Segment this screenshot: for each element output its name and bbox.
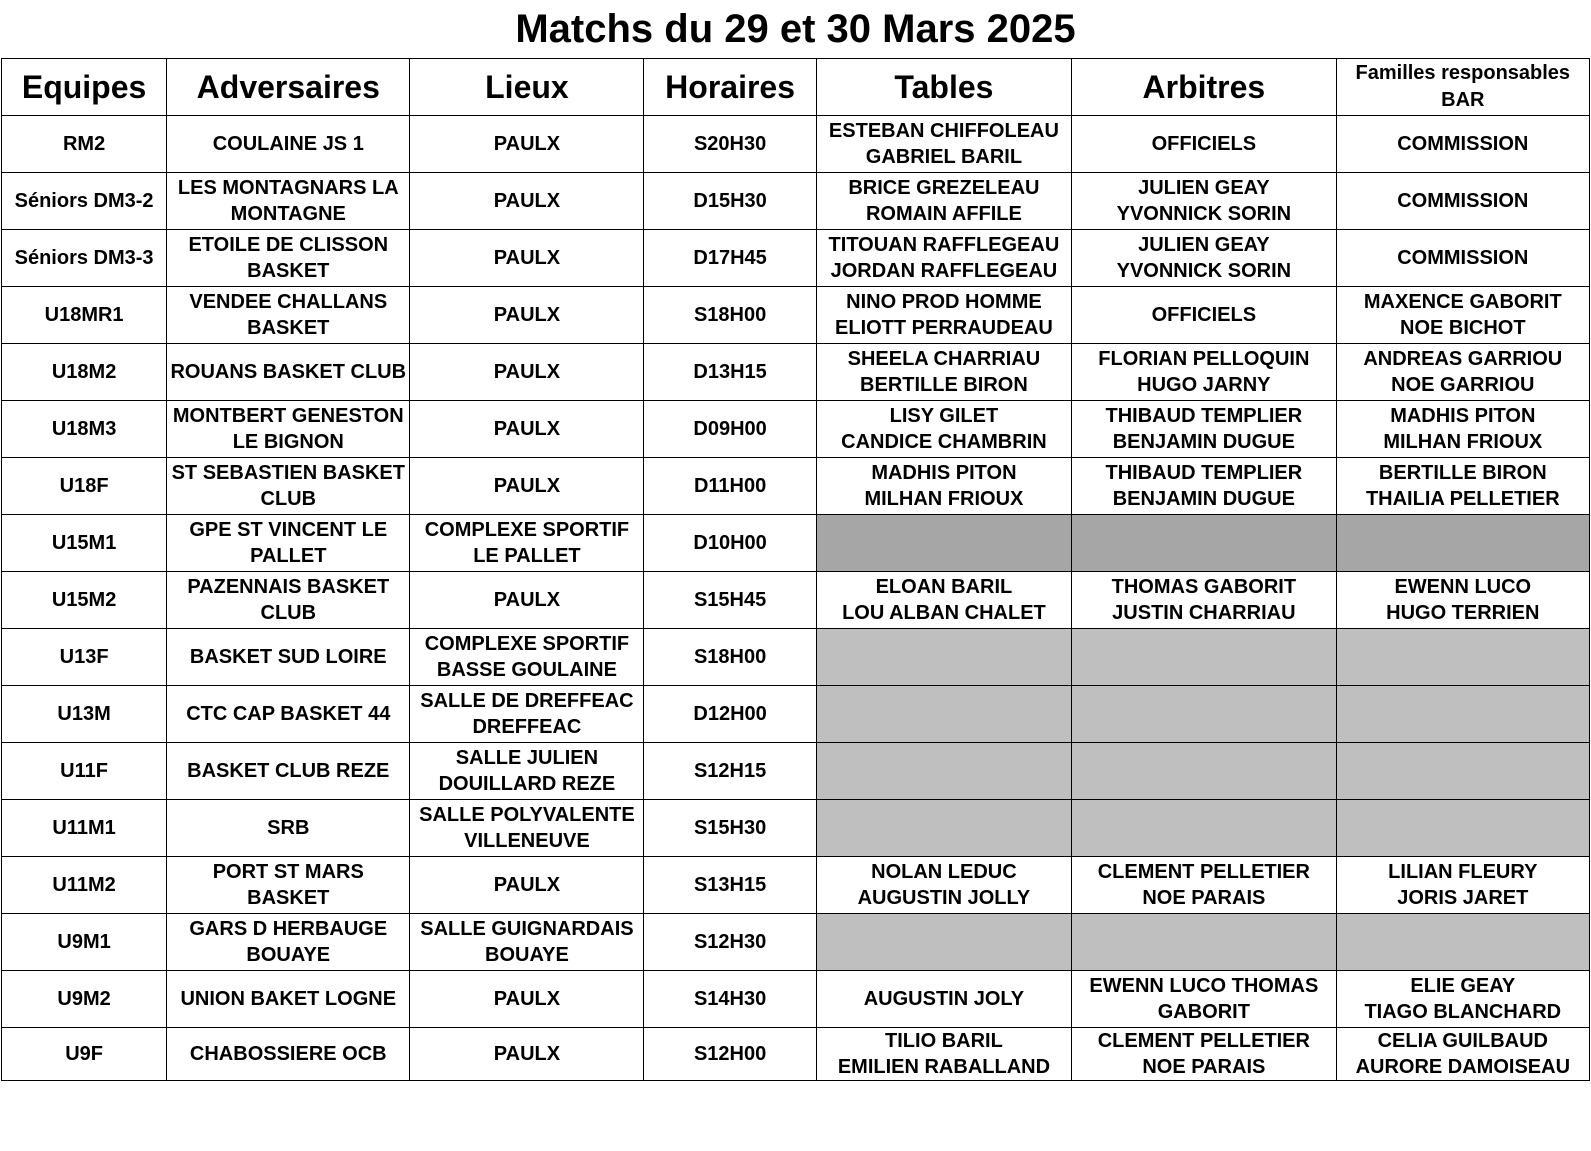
cell-bar: [1336, 629, 1589, 686]
cell-tables-line: LOU ALBAN CHALET: [842, 602, 1046, 624]
cell-adversaire: [167, 287, 410, 344]
cell-arbitres-line: HUGO JARNY: [1137, 374, 1271, 396]
cell-bar: [1336, 515, 1589, 572]
cell-equipe: U9M1: [2, 914, 167, 971]
cell-horaire: D10H00: [644, 515, 816, 572]
cell-arbitres: [1072, 572, 1336, 629]
table-row: [2, 515, 1590, 572]
cell-lieu: [410, 572, 644, 629]
cell-tables: [816, 401, 1071, 458]
cell-tables: [816, 287, 1071, 344]
cell-arbitres-line: NOE PARAIS: [1142, 1056, 1266, 1078]
cell-arbitres-line: JULIEN GEAY: [1138, 234, 1270, 256]
header-horaires: Horaires: [644, 59, 816, 116]
cell-arbitres: [1072, 857, 1336, 914]
cell-adversaire-line: CLUB: [260, 602, 317, 624]
cell-equipe: U13F: [2, 629, 167, 686]
cell-equipe: U11M1: [2, 800, 167, 857]
cell-arbitres: [1072, 629, 1336, 686]
cell-adversaire: [167, 116, 410, 173]
cell-arbitres-line: EWENN LUCO THOMAS: [1089, 975, 1319, 997]
cell-arbitres-line: FLORIAN PELLOQUIN: [1098, 348, 1310, 370]
cell-adversaire-line: GARS D HERBAUGE: [189, 918, 388, 940]
cell-tables-line: NINO PROD HOMME: [846, 291, 1042, 313]
cell-arbitres-line: THIBAUD TEMPLIER: [1105, 405, 1303, 427]
table-row: [2, 572, 1590, 629]
header-arbitres: Arbitres: [1072, 59, 1336, 116]
cell-lieu-line: PAULX: [493, 247, 561, 269]
cell-lieu-line: PAULX: [493, 988, 561, 1010]
cell-tables: [816, 230, 1071, 287]
cell-horaire: S20H30: [644, 116, 816, 173]
cell-adversaire-line: PAZENNAIS BASKET: [187, 576, 390, 598]
cell-bar-line: BERTILLE BIRON: [1378, 462, 1547, 484]
cell-lieu-line: PAULX: [493, 133, 561, 155]
cell-equipe: U18F: [2, 458, 167, 515]
cell-lieu-line: PAULX: [493, 418, 561, 440]
table-row: [2, 743, 1590, 800]
cell-bar: [1336, 287, 1589, 344]
cell-arbitres: [1072, 515, 1336, 572]
header-equipes: Equipes: [2, 59, 167, 116]
header-bar-line2: BAR: [1441, 89, 1485, 111]
cell-bar-line: EWENN LUCO: [1394, 576, 1532, 598]
cell-tables: [816, 686, 1071, 743]
cell-adversaire: [167, 800, 410, 857]
table-row: [2, 914, 1590, 971]
cell-adversaire-line: LES MONTAGNARS LA: [177, 177, 399, 199]
cell-bar-line: COMMISSION: [1397, 247, 1529, 269]
cell-tables: [816, 572, 1071, 629]
cell-horaire: S12H00: [644, 1028, 816, 1081]
cell-adversaire: [167, 686, 410, 743]
cell-adversaire-line: PALLET: [250, 545, 327, 567]
cell-tables: [816, 515, 1071, 572]
cell-arbitres-line: CLEMENT PELLETIER: [1097, 861, 1310, 883]
cell-bar-line: NOE BICHOT: [1400, 317, 1526, 339]
cell-bar: [1336, 173, 1589, 230]
header-bar: [1336, 59, 1589, 116]
cell-adversaire: [167, 1028, 410, 1081]
cell-tables-line: ELOAN BARIL: [875, 576, 1013, 598]
cell-equipe: U18M2: [2, 344, 167, 401]
cell-tables-line: CANDICE CHAMBRIN: [841, 431, 1047, 453]
cell-arbitres: [1072, 971, 1336, 1028]
cell-lieu: [410, 971, 644, 1028]
cell-adversaire: [167, 572, 410, 629]
cell-tables-line: LISY GILET: [889, 405, 999, 427]
cell-arbitres-line: YVONNICK SORIN: [1116, 203, 1292, 225]
cell-adversaire: [167, 743, 410, 800]
cell-adversaire-line: ST SEBASTIEN BASKET: [171, 462, 405, 484]
cell-adversaire-line: ETOILE DE CLISSON: [188, 234, 389, 256]
cell-tables: [816, 914, 1071, 971]
cell-horaire: S13H15: [644, 857, 816, 914]
cell-lieu: [410, 914, 644, 971]
cell-arbitres-line: OFFICIELS: [1151, 304, 1257, 326]
cell-arbitres: [1072, 743, 1336, 800]
cell-adversaire: [167, 629, 410, 686]
cell-adversaire-line: BASKET CLUB REZE: [187, 760, 390, 782]
cell-bar-line: COMMISSION: [1397, 133, 1529, 155]
cell-adversaire-line: MONTAGNE: [230, 203, 346, 225]
cell-adversaire-line: CHABOSSIERE OCB: [189, 1043, 387, 1065]
cell-lieu-line: COMPLEXE SPORTIF: [424, 633, 630, 655]
cell-horaire: S15H45: [644, 572, 816, 629]
table-row: [2, 686, 1590, 743]
table-row: [2, 857, 1590, 914]
cell-bar: [1336, 686, 1589, 743]
cell-tables-line: BRICE GREZELEAU: [848, 177, 1040, 199]
cell-adversaire-line: PORT ST MARS BASKET: [212, 861, 364, 909]
cell-equipe: U9F: [2, 1028, 167, 1081]
cell-adversaire-line: ROUANS BASKET CLUB: [170, 361, 407, 383]
cell-arbitres-line: THIBAUD TEMPLIER: [1105, 462, 1303, 484]
cell-arbitres-line: GABORIT: [1157, 1001, 1250, 1023]
cell-lieu-line: LE PALLET: [473, 545, 581, 567]
cell-bar-line: MAXENCE GABORIT: [1363, 291, 1562, 313]
cell-arbitres-line: OFFICIELS: [1151, 133, 1257, 155]
table-row: [2, 971, 1590, 1028]
cell-horaire: D09H00: [644, 401, 816, 458]
cell-horaire: D12H00: [644, 686, 816, 743]
cell-bar: [1336, 116, 1589, 173]
cell-lieu: [410, 401, 644, 458]
cell-arbitres-line: JUSTIN CHARRIAU: [1112, 602, 1296, 624]
table-row: [2, 458, 1590, 515]
cell-bar-line: NOE GARRIOU: [1391, 374, 1535, 396]
cell-horaire: S18H00: [644, 629, 816, 686]
cell-adversaire-line: UNION BAKET LOGNE: [180, 988, 397, 1010]
cell-equipe: Séniors DM3-2: [2, 173, 167, 230]
cell-equipe: U9M2: [2, 971, 167, 1028]
cell-bar-line: COMMISSION: [1397, 190, 1529, 212]
cell-equipe: U11F: [2, 743, 167, 800]
table-row: [2, 629, 1590, 686]
cell-lieu: [410, 1028, 644, 1081]
cell-lieu-line: SALLE GUIGNARDAIS: [420, 918, 634, 940]
cell-adversaire-line: BASKET: [247, 260, 330, 282]
table-row: [2, 173, 1590, 230]
cell-lieu-line: BASSE GOULAINE: [436, 659, 617, 681]
cell-adversaire: [167, 914, 410, 971]
cell-arbitres-line: THOMAS GABORIT: [1111, 576, 1297, 598]
cell-lieu: [410, 116, 644, 173]
cell-tables: [816, 173, 1071, 230]
cell-tables: [816, 344, 1071, 401]
cell-lieu: [410, 230, 644, 287]
cell-adversaire: [167, 230, 410, 287]
cell-adversaire: [167, 857, 410, 914]
cell-lieu-line: PAULX: [493, 361, 561, 383]
cell-tables-line: ROMAIN AFFILE: [865, 203, 1022, 225]
table-row: [2, 344, 1590, 401]
cell-tables-line: AUGUSTIN JOLLY: [857, 887, 1031, 909]
cell-lieu: [410, 743, 644, 800]
cell-bar-line: THAILIA PELLETIER: [1365, 488, 1560, 510]
header-adversaires: Adversaires: [167, 59, 410, 116]
cell-bar: [1336, 971, 1589, 1028]
cell-tables: [816, 1028, 1071, 1081]
cell-adversaire-line: LE BIGNON: [232, 431, 344, 453]
cell-horaire: S15H30: [644, 800, 816, 857]
cell-lieu-line: PAULX: [493, 874, 561, 896]
cell-horaire: D13H15: [644, 344, 816, 401]
cell-lieu-line: DOUILLARD REZE: [438, 773, 616, 795]
cell-adversaire-line: CTC CAP BASKET 44: [186, 703, 391, 725]
cell-arbitres: [1072, 686, 1336, 743]
cell-tables: [816, 800, 1071, 857]
cell-equipe: U15M2: [2, 572, 167, 629]
cell-bar-line: LILIAN FLEURY: [1388, 861, 1538, 883]
cell-tables-line: GABRIEL BARIL: [865, 146, 1023, 168]
cell-horaire: S12H30: [644, 914, 816, 971]
cell-tables-line: ESTEBAN CHIFFOLEAU: [828, 120, 1059, 142]
cell-adversaire: [167, 515, 410, 572]
cell-adversaire: [167, 344, 410, 401]
cell-arbitres-line: NOE PARAIS: [1142, 887, 1266, 909]
cell-arbitres: [1072, 344, 1336, 401]
cell-adversaire-line: BASKET SUD LOIRE: [189, 646, 387, 668]
cell-adversaire-line: CLUB: [260, 488, 317, 510]
table-row: [2, 230, 1590, 287]
cell-arbitres-line: YVONNICK SORIN: [1116, 260, 1292, 282]
header-bar-line1: Familles responsables: [1355, 62, 1571, 84]
cell-bar: [1336, 1028, 1589, 1081]
cell-lieu-line: PAULX: [493, 304, 561, 326]
cell-lieu-line: DREFFEAC: [472, 716, 582, 738]
cell-tables-line: JORDAN RAFFLEGEAU: [830, 260, 1058, 282]
cell-tables: [816, 743, 1071, 800]
cell-equipe: U13M: [2, 686, 167, 743]
cell-adversaire: [167, 173, 410, 230]
cell-adversaire: [167, 401, 410, 458]
cell-tables-line: MILHAN FRIOUX: [864, 488, 1024, 510]
header-row: [2, 59, 1590, 116]
cell-lieu-line: PAULX: [493, 190, 561, 212]
cell-horaire: S14H30: [644, 971, 816, 1028]
cell-adversaire-line: MONTBERT GENESTON: [172, 405, 404, 427]
cell-arbitres: [1072, 287, 1336, 344]
cell-bar-line: HUGO TERRIEN: [1386, 602, 1540, 624]
cell-horaire: D11H00: [644, 458, 816, 515]
cell-tables: [816, 116, 1071, 173]
cell-arbitres: [1072, 914, 1336, 971]
cell-lieu-line: SALLE DE DREFFEAC: [420, 690, 634, 712]
cell-equipe: U18M3: [2, 401, 167, 458]
cell-lieu-line: PAULX: [493, 475, 561, 497]
cell-bar: [1336, 344, 1589, 401]
cell-lieu: [410, 173, 644, 230]
cell-horaire: S12H15: [644, 743, 816, 800]
cell-equipe: U11M2: [2, 857, 167, 914]
cell-bar-line: ELIE GEAY: [1410, 975, 1516, 997]
cell-horaire: D15H30: [644, 173, 816, 230]
cell-adversaire-line: BOUAYE: [246, 944, 331, 966]
schedule-table: [1, 58, 1590, 1081]
table-row: [2, 287, 1590, 344]
cell-bar: [1336, 743, 1589, 800]
cell-tables-line: EMILIEN RABALLAND: [837, 1056, 1051, 1078]
table-row: [2, 800, 1590, 857]
cell-adversaire-line: GPE ST VINCENT LE: [189, 519, 388, 541]
cell-tables-line: SHEELA CHARRIAU: [847, 348, 1041, 370]
cell-lieu: [410, 344, 644, 401]
cell-bar: [1336, 857, 1589, 914]
cell-bar-line: ANDREAS GARRIOU: [1363, 348, 1563, 370]
cell-tables: [816, 629, 1071, 686]
cell-equipe: U15M1: [2, 515, 167, 572]
cell-arbitres: [1072, 1028, 1336, 1081]
cell-lieu-line: COMPLEXE SPORTIF: [424, 519, 630, 541]
cell-horaire: S18H00: [644, 287, 816, 344]
cell-tables: [816, 971, 1071, 1028]
cell-lieu: [410, 458, 644, 515]
cell-arbitres: [1072, 401, 1336, 458]
cell-tables-line: AUGUSTIN JOLY: [863, 988, 1025, 1010]
cell-tables-line: TITOUAN RAFFLEGEAU: [828, 234, 1060, 256]
cell-bar: [1336, 800, 1589, 857]
table-row: [2, 116, 1590, 173]
cell-arbitres-line: BENJAMIN DUGUE: [1112, 431, 1295, 453]
cell-bar-line: AURORE DAMOISEAU: [1355, 1056, 1571, 1078]
cell-tables: [816, 458, 1071, 515]
table-row: [2, 1028, 1590, 1081]
cell-tables-line: ELIOTT PERRAUDEAU: [835, 317, 1053, 339]
cell-lieu: [410, 629, 644, 686]
cell-arbitres-line: BENJAMIN DUGUE: [1112, 488, 1295, 510]
cell-tables: [816, 857, 1071, 914]
cell-lieu-line: VILLENEUVE: [464, 830, 590, 852]
cell-arbitres: [1072, 230, 1336, 287]
cell-tables-line: BERTILLE BIRON: [860, 374, 1028, 396]
cell-bar: [1336, 914, 1589, 971]
cell-bar: [1336, 401, 1589, 458]
cell-bar-line: CELIA GUILBAUD: [1377, 1030, 1548, 1052]
cell-tables-line: NOLAN LEDUC: [871, 861, 1017, 883]
cell-arbitres: [1072, 458, 1336, 515]
cell-adversaire-line: VENDEE CHALLANS: [189, 291, 388, 313]
cell-lieu-line: SALLE POLYVALENTE: [419, 804, 635, 826]
cell-arbitres: [1072, 116, 1336, 173]
cell-adversaire-line: COULAINE JS 1: [212, 133, 364, 155]
cell-horaire: D17H45: [644, 230, 816, 287]
cell-bar-line: TIAGO BLANCHARD: [1364, 1001, 1562, 1023]
table-row: [2, 401, 1590, 458]
cell-lieu-line: BOUAYE: [485, 944, 569, 966]
cell-bar-line: JORIS JARET: [1397, 887, 1529, 909]
cell-adversaire: [167, 458, 410, 515]
page-title: Matchs du 29 et 30 Mars 2025: [515, 7, 1076, 51]
cell-lieu: [410, 800, 644, 857]
cell-lieu-line: PAULX: [493, 589, 561, 611]
cell-arbitres-line: CLEMENT PELLETIER: [1097, 1030, 1310, 1052]
cell-bar: [1336, 230, 1589, 287]
cell-lieu: [410, 857, 644, 914]
cell-lieu-line: SALLE JULIEN: [455, 747, 599, 769]
cell-equipe: RM2: [2, 116, 167, 173]
cell-adversaire-line: SRB: [267, 817, 310, 839]
cell-lieu: [410, 515, 644, 572]
cell-arbitres-line: JULIEN GEAY: [1138, 177, 1270, 199]
cell-lieu: [410, 686, 644, 743]
cell-tables-line: MADHIS PITON: [871, 462, 1017, 484]
header-lieux: Lieux: [410, 59, 644, 116]
header-tables: Tables: [816, 59, 1071, 116]
cell-adversaire: [167, 971, 410, 1028]
cell-tables-line: TILIO BARIL: [885, 1030, 1003, 1052]
cell-bar: [1336, 572, 1589, 629]
cell-equipe: Séniors DM3-3: [2, 230, 167, 287]
cell-lieu: [410, 287, 644, 344]
cell-bar-line: MILHAN FRIOUX: [1383, 431, 1543, 453]
cell-equipe: U18MR1: [2, 287, 167, 344]
cell-arbitres: [1072, 173, 1336, 230]
cell-arbitres: [1072, 800, 1336, 857]
cell-bar-line: MADHIS PITON: [1390, 405, 1536, 427]
cell-adversaire-line: BASKET: [247, 317, 330, 339]
cell-bar: [1336, 458, 1589, 515]
cell-lieu-line: PAULX: [493, 1043, 561, 1065]
